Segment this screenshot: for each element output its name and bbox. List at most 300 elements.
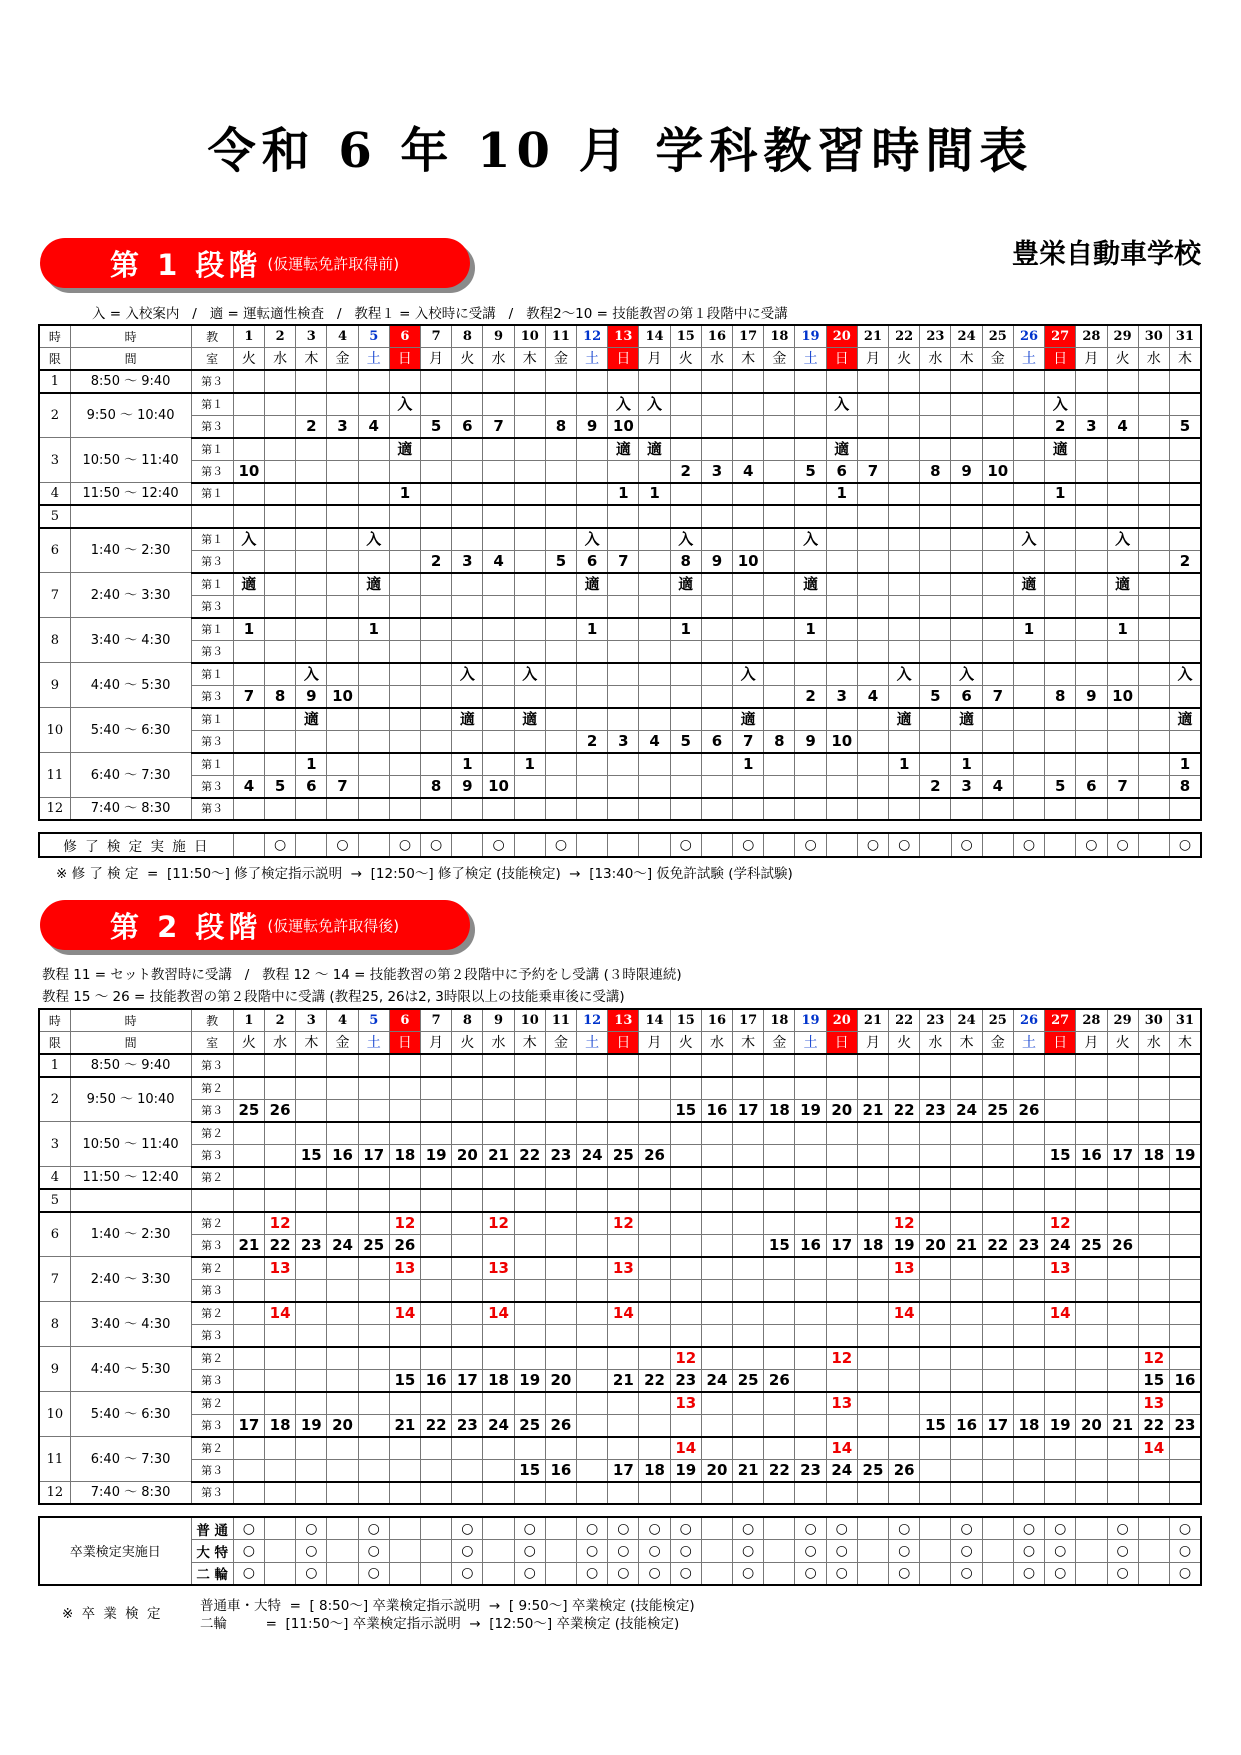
- schedule-cell: 26: [764, 1369, 795, 1392]
- schedule-cell: [483, 1122, 514, 1145]
- schedule-cell: [452, 1302, 483, 1325]
- schedule-cell: [358, 708, 389, 731]
- schedule-cell: [608, 798, 639, 821]
- schedule-cell: [1107, 1437, 1138, 1460]
- schedule-cell: 入: [639, 393, 670, 416]
- schedule-cell: [514, 460, 545, 483]
- schedule-cell: [1107, 1099, 1138, 1122]
- schedule-cell: [483, 1482, 514, 1505]
- schedule-cell: [1169, 685, 1201, 708]
- schedule-cell: [452, 1257, 483, 1280]
- schedule-cell: [233, 663, 264, 686]
- schedule-cell: [639, 1437, 670, 1460]
- schedule-cell: [733, 1302, 764, 1325]
- schedule-cell: [951, 438, 982, 461]
- schedule-cell: [577, 1167, 608, 1190]
- schedule-cell: 24: [577, 1144, 608, 1167]
- schedule-cell: [670, 1414, 701, 1437]
- schedule-cell: [639, 1347, 670, 1370]
- schedule-cell: [483, 1279, 514, 1302]
- schedule-cell: [889, 505, 920, 528]
- schedule-cell: [1138, 483, 1169, 506]
- schedule-cell: [1013, 1279, 1044, 1302]
- schedule-cell: [1013, 1437, 1044, 1460]
- schedule-cell: [920, 1189, 951, 1212]
- schedule-cell: [296, 370, 327, 393]
- schedule-cell: [1107, 663, 1138, 686]
- schedule-cell: [1013, 1369, 1044, 1392]
- schedule-cell: [1076, 1392, 1107, 1415]
- schedule-cell: 3: [452, 550, 483, 573]
- schedule-cell: [701, 1077, 732, 1100]
- schedule-cell: [951, 595, 982, 618]
- schedule-cell: 10: [982, 460, 1013, 483]
- schedule-cell: [483, 1234, 514, 1257]
- schedule-cell: 18: [639, 1459, 670, 1482]
- schedule-cell: [1169, 1324, 1201, 1347]
- schedule-cell: [358, 1347, 389, 1370]
- schedule-cell: 14: [1138, 1437, 1169, 1460]
- exam-mark: ○: [733, 833, 764, 857]
- schedule-cell: [1013, 1347, 1044, 1370]
- schedule-cell: [577, 1279, 608, 1302]
- schedule-cell: [1076, 438, 1107, 461]
- schedule-cell: [358, 663, 389, 686]
- exam-mark: ○: [951, 1540, 982, 1563]
- room-label: 第１: [191, 708, 233, 731]
- schedule-cell: [1138, 663, 1169, 686]
- schedule-cell: [889, 1077, 920, 1100]
- schedule-cell: [951, 1212, 982, 1235]
- schedule-cell: [920, 1437, 951, 1460]
- exam-license-type: 大 特: [191, 1540, 233, 1563]
- schedule-cell: 適: [358, 573, 389, 596]
- schedule-cell: [608, 1482, 639, 1505]
- schedule-cell: 21: [1107, 1414, 1138, 1437]
- schedule-cell: 16: [701, 1099, 732, 1122]
- schedule-cell: [795, 1257, 826, 1280]
- schedule-cell: [327, 550, 358, 573]
- schedule-cell: 20: [701, 1459, 732, 1482]
- schedule-cell: [327, 595, 358, 618]
- schedule-cell: [920, 1279, 951, 1302]
- table-row: [39, 1189, 1201, 1212]
- schedule-cell: [265, 1122, 296, 1145]
- schedule-cell: 2: [920, 775, 951, 798]
- day-number: 11: [545, 325, 576, 348]
- schedule-cell: [857, 618, 888, 641]
- schedule-cell: [826, 1414, 857, 1437]
- exam-mark: ○: [452, 1562, 483, 1585]
- schedule-cell: [389, 1189, 420, 1212]
- schedule-cell: [608, 685, 639, 708]
- schedule-cell: 16: [795, 1234, 826, 1257]
- schedule-cell: [920, 1144, 951, 1167]
- schedule-cell: [1013, 1167, 1044, 1190]
- schedule-cell: [826, 415, 857, 438]
- schedule-cell: [639, 708, 670, 731]
- schedule-cell: 7: [857, 460, 888, 483]
- weekday: 水: [483, 1032, 514, 1055]
- schedule-cell: [1138, 708, 1169, 731]
- schedule-cell: 19: [1045, 1414, 1076, 1437]
- exam-mark: ○: [733, 1562, 764, 1585]
- day-number: 18: [764, 325, 795, 348]
- schedule-cell: 12: [889, 1212, 920, 1235]
- schedule-cell: [826, 775, 857, 798]
- schedule-cell: [920, 618, 951, 641]
- schedule-cell: [514, 1437, 545, 1460]
- schedule-cell: [608, 1347, 639, 1370]
- schedule-cell: [358, 505, 389, 528]
- schedule-cell: [452, 1392, 483, 1415]
- table-row: [39, 1369, 1201, 1392]
- schedule-cell: [701, 1437, 732, 1460]
- schedule-cell: [733, 1279, 764, 1302]
- schedule-cell: [265, 1369, 296, 1392]
- schedule-cell: [795, 1414, 826, 1437]
- schedule-cell: [233, 730, 264, 753]
- schedule-cell: [514, 1099, 545, 1122]
- schedule-cell: 入: [670, 528, 701, 551]
- schedule-cell: [1013, 730, 1044, 753]
- schedule-cell: 2: [1045, 415, 1076, 438]
- weekday: 土: [795, 348, 826, 371]
- schedule-cell: [1076, 730, 1107, 753]
- schedule-cell: [764, 573, 795, 596]
- schedule-cell: 入: [296, 663, 327, 686]
- schedule-cell: [826, 573, 857, 596]
- schedule-cell: 1: [733, 753, 764, 776]
- exam-cell: [982, 833, 1013, 857]
- exam-cell: [764, 1540, 795, 1563]
- schedule-cell: 適: [514, 708, 545, 731]
- schedule-cell: [795, 505, 826, 528]
- schedule-cell: [795, 1167, 826, 1190]
- schedule-cell: [1138, 1482, 1169, 1505]
- schedule-cell: [670, 685, 701, 708]
- schedule-cell: [483, 370, 514, 393]
- schedule-cell: 適: [296, 708, 327, 731]
- schedule-cell: 3: [701, 460, 732, 483]
- weekday: 日: [1045, 1032, 1076, 1055]
- schedule-cell: [421, 1482, 452, 1505]
- schedule-cell: [608, 640, 639, 663]
- schedule-cell: [545, 1212, 576, 1235]
- schedule-cell: [733, 1437, 764, 1460]
- schedule-cell: [327, 1054, 358, 1077]
- schedule-cell: [857, 798, 888, 821]
- schedule-cell: [1169, 1437, 1201, 1460]
- schedule-cell: [670, 753, 701, 776]
- schedule-cell: [483, 1392, 514, 1415]
- exam-cell: [327, 1540, 358, 1563]
- schedule-cell: [1013, 1122, 1044, 1145]
- schedule-cell: [233, 1257, 264, 1280]
- schedule-cell: [733, 1324, 764, 1347]
- schedule-cell: 18: [389, 1144, 420, 1167]
- schedule-cell: [421, 1234, 452, 1257]
- schedule-cell: [545, 1392, 576, 1415]
- schedule-cell: [764, 618, 795, 641]
- schedule-cell: [483, 573, 514, 596]
- schedule-cell: [421, 573, 452, 596]
- schedule-cell: 19: [1169, 1144, 1201, 1167]
- schedule-cell: [920, 370, 951, 393]
- weekday: 金: [545, 348, 576, 371]
- exam-mark: ○: [857, 833, 888, 857]
- period-number: 5: [39, 1189, 70, 1212]
- schedule-cell: 24: [951, 1099, 982, 1122]
- exam-cell: [265, 1540, 296, 1563]
- schedule-cell: [982, 1347, 1013, 1370]
- table-row: [39, 1414, 1201, 1437]
- schedule-cell: [1013, 1459, 1044, 1482]
- schedule-cell: [920, 1392, 951, 1415]
- schedule-cell: [421, 640, 452, 663]
- schedule-cell: 23: [545, 1144, 576, 1167]
- day-number: 11: [545, 1009, 576, 1032]
- table-row: [39, 1347, 1201, 1370]
- exam-mark: ○: [608, 1540, 639, 1563]
- schedule-cell: [826, 640, 857, 663]
- schedule-cell: [639, 1189, 670, 1212]
- schedule-cell: [1013, 1482, 1044, 1505]
- schedule-cell: [514, 1279, 545, 1302]
- schedule-cell: [826, 370, 857, 393]
- schedule-cell: [920, 730, 951, 753]
- schedule-cell: [1076, 370, 1107, 393]
- schedule-cell: [1138, 775, 1169, 798]
- schedule-cell: [701, 685, 732, 708]
- schedule-cell: [1045, 595, 1076, 618]
- schedule-cell: [265, 753, 296, 776]
- schedule-cell: [639, 1234, 670, 1257]
- schedule-cell: [514, 775, 545, 798]
- schedule-cell: [577, 1234, 608, 1257]
- stage2-exam-label: 卒業検定実施日: [39, 1517, 191, 1585]
- schedule-cell: [951, 393, 982, 416]
- schedule-cell: 26: [545, 1414, 576, 1437]
- schedule-cell: [795, 1054, 826, 1077]
- schedule-cell: [265, 438, 296, 461]
- schedule-cell: 15: [764, 1234, 795, 1257]
- schedule-cell: 26: [1107, 1234, 1138, 1257]
- table-row: [39, 798, 1201, 821]
- schedule-cell: 1: [1013, 618, 1044, 641]
- schedule-cell: [389, 595, 420, 618]
- schedule-cell: [327, 1324, 358, 1347]
- schedule-cell: [421, 753, 452, 776]
- schedule-cell: [639, 1122, 670, 1145]
- schedule-cell: [421, 1279, 452, 1302]
- schedule-cell: [857, 370, 888, 393]
- schedule-cell: 23: [670, 1369, 701, 1392]
- schedule-cell: [889, 550, 920, 573]
- schedule-cell: 1: [1107, 618, 1138, 641]
- schedule-cell: [1045, 663, 1076, 686]
- schedule-cell: [233, 1122, 264, 1145]
- table-row: [39, 618, 1201, 641]
- schedule-cell: [265, 1167, 296, 1190]
- schedule-cell: 入: [826, 393, 857, 416]
- schedule-cell: [1076, 1167, 1107, 1190]
- schedule-cell: [1076, 798, 1107, 821]
- schedule-cell: [857, 1482, 888, 1505]
- period-time: [70, 505, 191, 528]
- schedule-cell: [857, 393, 888, 416]
- schedule-cell: [296, 640, 327, 663]
- exam-mark: ○: [826, 1517, 857, 1540]
- schedule-cell: [296, 1437, 327, 1460]
- schedule-cell: [1138, 415, 1169, 438]
- schedule-cell: [701, 528, 732, 551]
- schedule-cell: [233, 1212, 264, 1235]
- schedule-cell: 適: [577, 573, 608, 596]
- schedule-cell: 17: [452, 1369, 483, 1392]
- exam-cell: [296, 833, 327, 857]
- schedule-cell: [889, 460, 920, 483]
- schedule-cell: [545, 1347, 576, 1370]
- weekday: 土: [358, 1032, 389, 1055]
- weekday: 火: [233, 1032, 264, 1055]
- schedule-cell: [608, 753, 639, 776]
- schedule-cell: [327, 438, 358, 461]
- schedule-cell: [1045, 460, 1076, 483]
- schedule-cell: [327, 798, 358, 821]
- schedule-cell: [857, 595, 888, 618]
- period-time: 1:40 ～ 2:30: [70, 1212, 191, 1257]
- schedule-cell: [1138, 460, 1169, 483]
- schedule-cell: [1169, 1122, 1201, 1145]
- table-row: [39, 1099, 1201, 1122]
- schedule-cell: [670, 640, 701, 663]
- schedule-cell: [608, 1167, 639, 1190]
- schedule-cell: [920, 1054, 951, 1077]
- schedule-cell: 4: [1107, 415, 1138, 438]
- schedule-cell: [389, 663, 420, 686]
- schedule-cell: [701, 573, 732, 596]
- period-number: 12: [39, 798, 70, 821]
- exam-cell: [639, 833, 670, 857]
- schedule-cell: [1138, 1302, 1169, 1325]
- schedule-cell: [545, 663, 576, 686]
- table-row: [39, 415, 1201, 438]
- schedule-cell: [1138, 505, 1169, 528]
- schedule-cell: [764, 663, 795, 686]
- schedule-cell: [670, 1077, 701, 1100]
- schedule-cell: [545, 1279, 576, 1302]
- exam-cell: [857, 1562, 888, 1585]
- exam-mark: ○: [951, 1562, 982, 1585]
- schedule-cell: [1045, 618, 1076, 641]
- schedule-cell: [327, 1099, 358, 1122]
- schedule-cell: [1013, 1257, 1044, 1280]
- exam-mark: ○: [826, 1562, 857, 1585]
- schedule-cell: [857, 1414, 888, 1437]
- schedule-cell: [639, 640, 670, 663]
- schedule-cell: [639, 550, 670, 573]
- schedule-cell: [545, 1099, 576, 1122]
- schedule-cell: 21: [608, 1369, 639, 1392]
- schedule-cell: 6: [826, 460, 857, 483]
- weekday: 火: [670, 348, 701, 371]
- schedule-cell: [1169, 595, 1201, 618]
- room-label: 第３: [191, 1482, 233, 1505]
- schedule-cell: [421, 1189, 452, 1212]
- day-number: 14: [639, 1009, 670, 1032]
- day-number: 30: [1138, 325, 1169, 348]
- exam-cell: [389, 1562, 420, 1585]
- schedule-cell: 25: [1076, 1234, 1107, 1257]
- room-header-bottom: 室: [191, 348, 233, 371]
- room-label: 第３: [191, 1099, 233, 1122]
- room-label: 第２: [191, 1392, 233, 1415]
- exam-mark: ○: [514, 1562, 545, 1585]
- room-label: 第３: [191, 1234, 233, 1257]
- schedule-cell: [982, 1054, 1013, 1077]
- schedule-cell: [764, 483, 795, 506]
- schedule-cell: [233, 1459, 264, 1482]
- period-number: 11: [39, 753, 70, 798]
- schedule-cell: [951, 1189, 982, 1212]
- schedule-cell: [452, 1482, 483, 1505]
- schedule-cell: [358, 1167, 389, 1190]
- schedule-cell: [296, 505, 327, 528]
- schedule-cell: 8: [920, 460, 951, 483]
- schedule-cell: [889, 1144, 920, 1167]
- exam-cell: [389, 1540, 420, 1563]
- schedule-cell: [1045, 730, 1076, 753]
- exam-mark: ○: [1107, 1562, 1138, 1585]
- weekday: 金: [327, 348, 358, 371]
- schedule-cell: [857, 1077, 888, 1100]
- schedule-cell: [608, 370, 639, 393]
- schedule-cell: [1045, 1324, 1076, 1347]
- schedule-cell: [1076, 1189, 1107, 1212]
- schedule-cell: [545, 393, 576, 416]
- schedule-cell: [951, 528, 982, 551]
- room-label: [191, 1189, 233, 1212]
- schedule-cell: [421, 1347, 452, 1370]
- schedule-cell: 25: [733, 1369, 764, 1392]
- schedule-cell: [764, 505, 795, 528]
- schedule-cell: [265, 1482, 296, 1505]
- schedule-cell: [608, 1392, 639, 1415]
- schedule-cell: [982, 708, 1013, 731]
- weekday: 木: [951, 348, 982, 371]
- period-number: 2: [39, 1077, 70, 1122]
- weekday: 月: [639, 1032, 670, 1055]
- schedule-cell: [764, 1482, 795, 1505]
- schedule-cell: [1138, 1279, 1169, 1302]
- schedule-cell: [358, 1459, 389, 1482]
- schedule-cell: 6: [296, 775, 327, 798]
- schedule-cell: [670, 415, 701, 438]
- schedule-cell: [1169, 483, 1201, 506]
- day-number: 28: [1076, 1009, 1107, 1032]
- schedule-cell: [358, 640, 389, 663]
- room-label: 第１: [191, 528, 233, 551]
- exam-mark: ○: [1107, 833, 1138, 857]
- schedule-cell: [670, 595, 701, 618]
- schedule-cell: [452, 1189, 483, 1212]
- schedule-cell: 10: [733, 550, 764, 573]
- schedule-cell: [764, 1324, 795, 1347]
- schedule-cell: 9: [701, 550, 732, 573]
- schedule-cell: 25: [233, 1099, 264, 1122]
- schedule-cell: [920, 438, 951, 461]
